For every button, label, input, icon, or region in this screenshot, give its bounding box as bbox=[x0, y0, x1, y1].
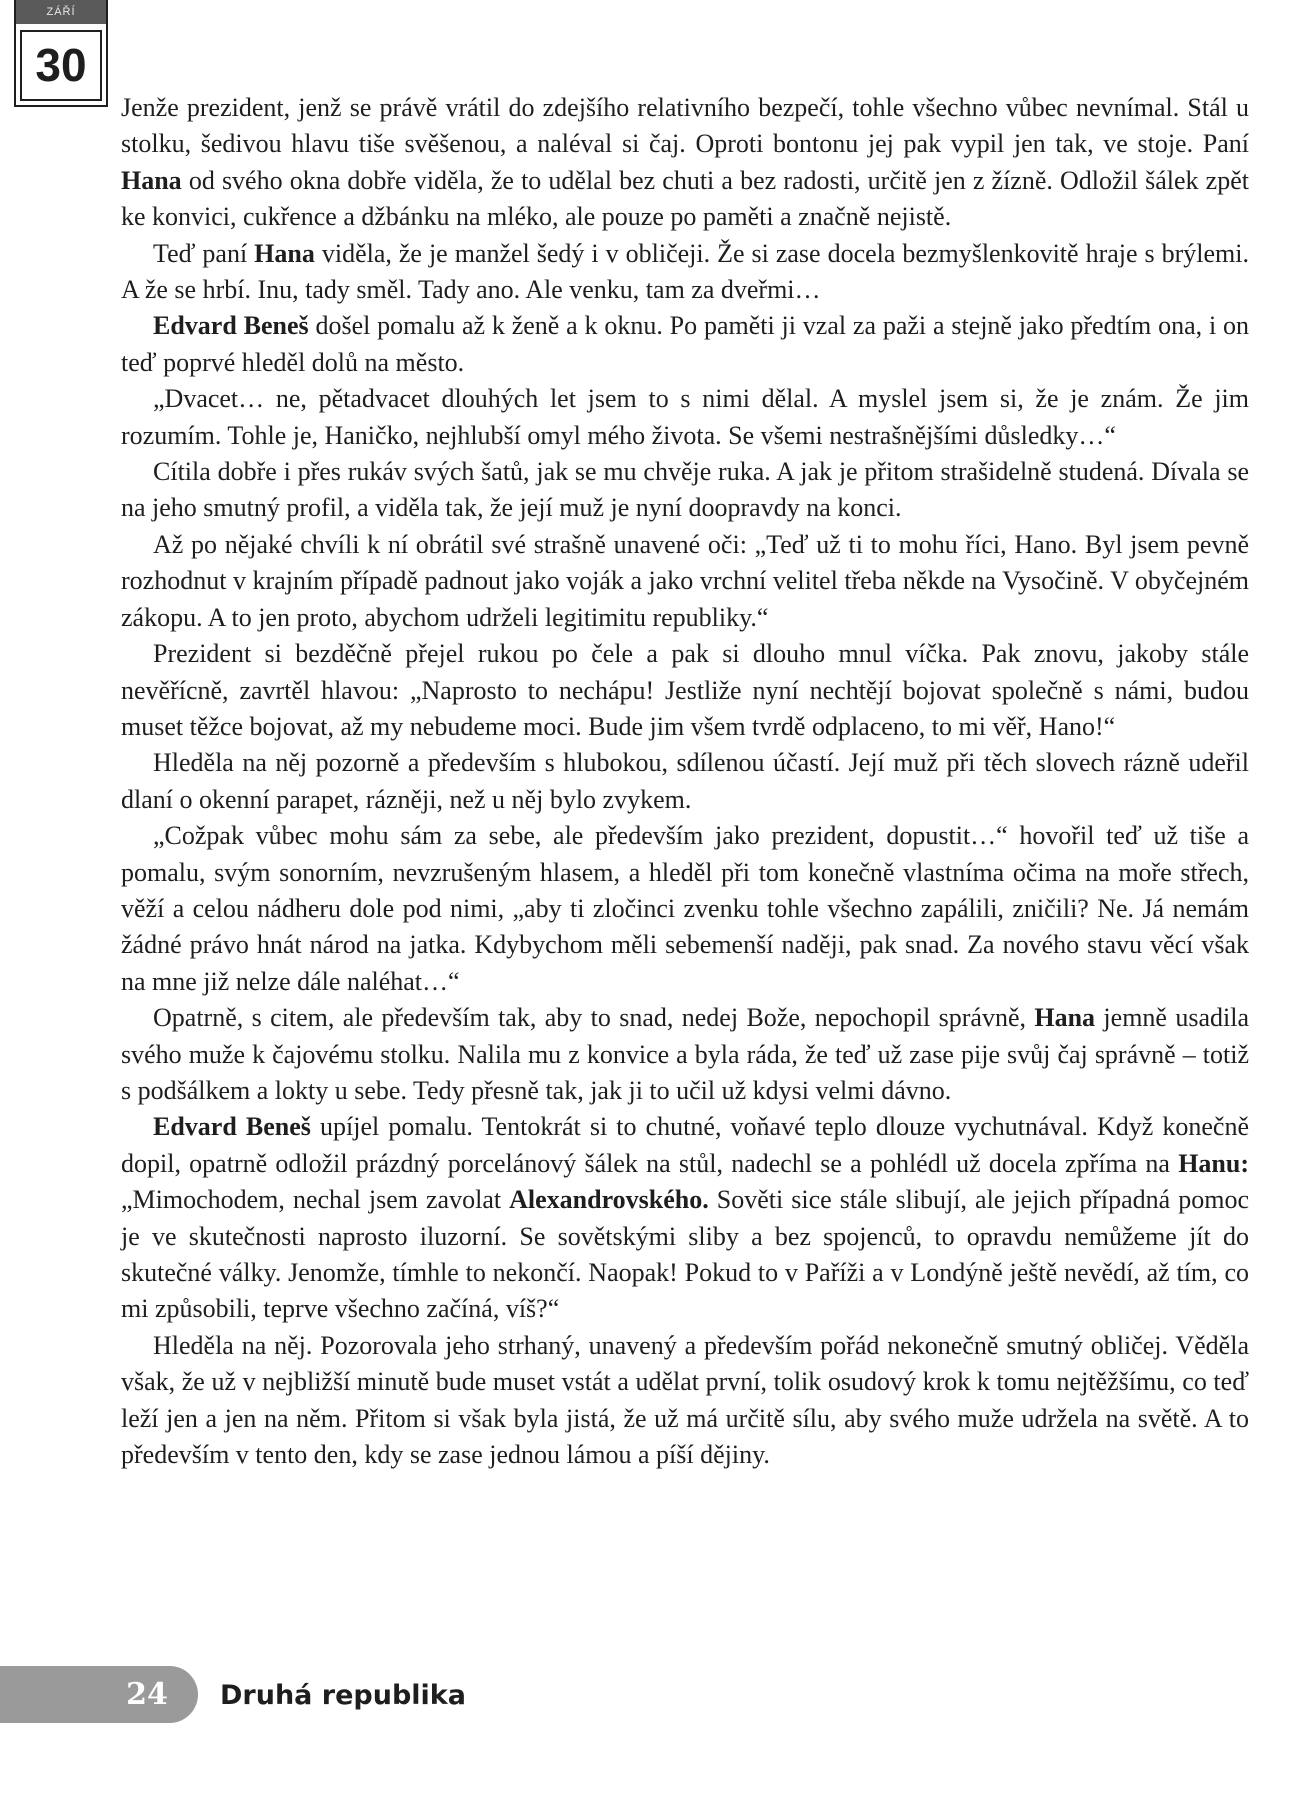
date-day: 30 bbox=[20, 30, 102, 101]
paragraph bbox=[121, 381, 1249, 454]
text-run: Až po nějaké chvíli k ní obrátil své strašně unavené oči: „Teď už ti to mohu říci, Hano. Byl jsem pevně rozhodnut v krajním případě padnout jako voják a jako vrchní velitel třeba někde na Vysočině. V obyčejném zákopu. A to jen proto, abychom udrželi legitimitu republiky.“ bbox=[121, 529, 1249, 632]
paragraph bbox=[121, 527, 1249, 636]
paragraph bbox=[121, 1000, 1249, 1109]
text-run: Hleděla na něj pozorně a především s hlubokou, sdílenou účastí. Její muž při těch slovech rázně udeřil dlaní o okenní parapet, rázněji, než u něj bylo zvykem. bbox=[121, 748, 1249, 814]
bold-name: Alexandrovského. bbox=[509, 1185, 709, 1215]
text-run: „Cožpak vůbec mohu sám za sebe, ale především jako prezident, dopustit…“ hovořil teď už tiše a pomalu, svým sonorním, nevzrušeným hlasem, a hleděl při tom konečně vlastníma očima na moře střech, věží a celou nádheru dole pod nimi, „aby ti zločinci zvenku tohle všechno zapálili, zničili? Ne. Já nemám žádné právo hnát národ na jatka. Kdybychom měli sebemenší naději, pak snad. Za nového stavu věcí však na mne již nelze dále naléhat…“ bbox=[121, 821, 1249, 996]
text-run: Teď paní bbox=[153, 238, 255, 268]
text-run: „Dvacet… ne, pětadvacet dlouhých let jsem to s nimi dělal. A myslel jsem si, že je znám. Že jim rozumím. Tohle je, Haničko, nejhlubší omyl mého života. Se všemi nestrašnějšími důsledky…“ bbox=[121, 384, 1249, 450]
text-run: jemně usadila svého muže k čajovému stolku. Nalila mu z konvice a byla ráda, že teď už zase pije svůj čaj správně – totiž s podšálkem a lokty u sebe. Tedy přesně tak, jak ji to učil už kdysi velmi dávno. bbox=[121, 1003, 1249, 1105]
bold-name: Hana bbox=[1034, 1003, 1096, 1033]
text-run: Jenže prezident, jenž se právě vrátil do zdejšího relativního bezpečí, tohle všechno vůbec nevnímal. Stál u stolku, šedivou hlavu tiše svěšenou, a naléval si čaj. Oproti bontonu jej pak vypil jen tak, ve stoje. Paní bbox=[121, 93, 1249, 159]
paragraph bbox=[121, 818, 1249, 1000]
text-run: Sověti sice stále slibují, ale jejich případná pomoc je ve skutečnosti naprosto iluzorní. Se sovětskými sliby a bez spojenců, to opravdu nemůžeme jít do skutečné války. Jenomže, tímhle to nekončí. Naopak! Pokud to v Paříži a v Londýně ještě nevědí, až tím, co mi způsobili, teprve všechno začíná, víš?“ bbox=[121, 1185, 1249, 1324]
text-run: Prezident si bezděčně přejel rukou po čele a pak si dlouho mnul víčka. Pak znovu, jakoby stále nevěřícně, zavrtěl hlavou: „Naprosto to nechápu! Jestliže nyní nechtějí bojovat společně s námi, budou muset těžce bojovat, až my nebudeme moci. Bude jim všem tvrdě odplaceno, to mi věř, Hano!“ bbox=[121, 639, 1249, 741]
paragraph bbox=[121, 236, 1249, 309]
section-title: Druhá republika bbox=[220, 1680, 466, 1711]
text-run: Cítila dobře i přes rukáv svých šatů, jak se mu chvěje ruka. A jak je přitom strašidelně studená. Dívala se na jeho smutný profil, a viděla tak, že její muž je nyní doopravdy na konci. bbox=[121, 457, 1249, 523]
bold-name: Hanu: bbox=[1178, 1148, 1249, 1178]
date-month: ZÁŘÍ bbox=[16, 0, 106, 24]
text-run: od svého okna dobře viděla, že to udělal bez chuti a bez radosti, určitě jen z žízně. Odložil šálek zpět ke konvici, cukřence a džbánku na mléko, ale pouze po paměti a značně nejistě. bbox=[121, 165, 1249, 232]
bold-name: Edvard Beneš bbox=[153, 311, 309, 341]
paragraph bbox=[121, 745, 1249, 818]
date-marker bbox=[14, 0, 108, 107]
text-run: došel pomalu až k ženě a k oknu. Po paměti ji vzal za paži a stejně jako předtím ona, i on teď poprvé hleděl dolů na město. bbox=[121, 311, 1249, 377]
text-run: viděla, že je manžel šedý i v obličeji. Že si zase docela bezmyšlenkovitě hraje s brýlemi. A že se hrbí. Inu, tady směl. Tady ano. Ale venku, tam za dveřmi… bbox=[121, 238, 1249, 305]
bold-name: Hana bbox=[254, 238, 315, 268]
paragraph bbox=[121, 1109, 1249, 1327]
bold-name: Edvard Beneš bbox=[153, 1112, 311, 1142]
paragraph bbox=[121, 454, 1249, 527]
bold-name: Hana bbox=[121, 165, 182, 195]
text-run: Hleděla na něj. Pozorovala jeho strhaný, unavený a především pořád nekonečně smutný obličej. Věděla však, že už v nejbližší minutě bude muset vstát a udělat první, tolik osudový krok k tomu nejtěžšímu, co teď leží jen a jen na něm. Přitom si však byla jistá, že už má určitě sílu, aby svého muže udržela na světě. A to především v tento den, kdy se zase jednou lámou a píší dějiny. bbox=[121, 1330, 1249, 1470]
text-run: „Mimochodem, nechal jsem zavolat bbox=[121, 1185, 510, 1215]
page-number: 24 bbox=[126, 1677, 168, 1712]
body-text bbox=[121, 90, 1249, 1473]
text-run: Opatrně, s citem, ale především tak, aby to snad, nedej Bože, nepochopil správně, bbox=[153, 1003, 1035, 1033]
text-run: upíjel pomalu. Tentokrát si to chutné, voňavé teplo dlouze vychutnával. Když konečně dopil, opatrně odložil prázdný porcelánový šálek na stůl, nadechl se a pohlédl už docela zpříma na bbox=[121, 1112, 1249, 1178]
paragraph bbox=[121, 308, 1249, 381]
paragraph bbox=[121, 636, 1249, 745]
paragraph bbox=[121, 90, 1249, 236]
paragraph bbox=[121, 1328, 1249, 1474]
